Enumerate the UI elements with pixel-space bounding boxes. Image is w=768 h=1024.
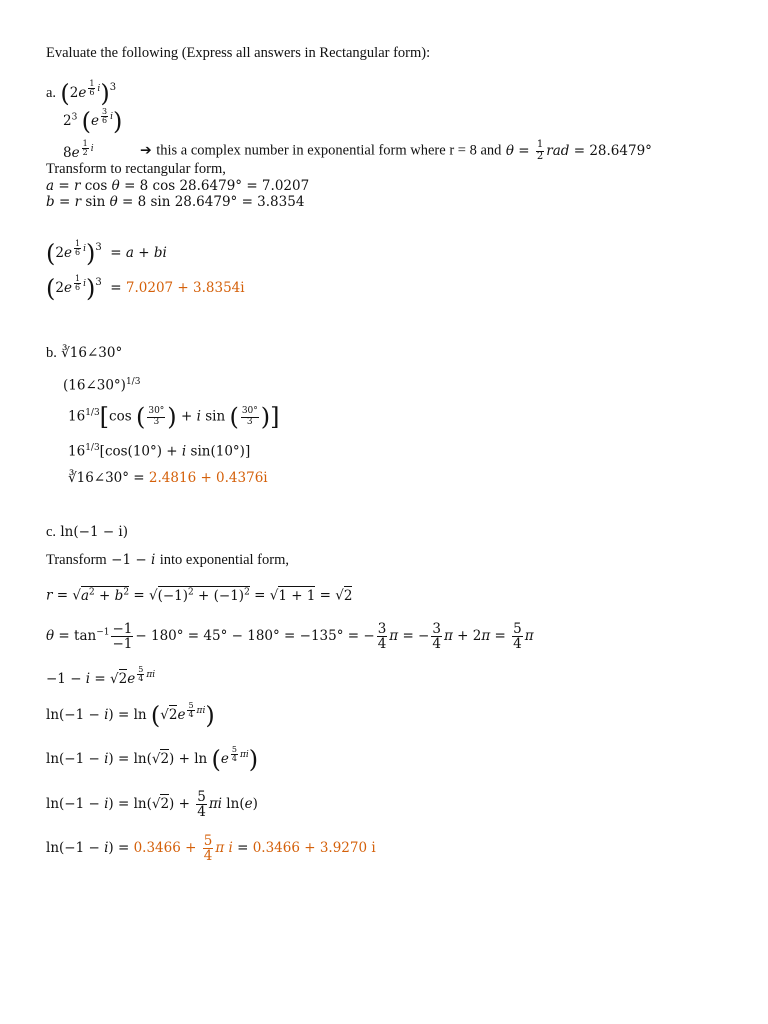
part-a-answer-line: (2e $^{\frac{1}{6} i}$)$^3$ = 7.0207 + 3.8354i <box>46 274 245 303</box>
part-c-answer-line: ln(−1 − i) = 0.3466 + $\frac{5}{4}$ π i = 0.3466 + 3.9270 i <box>46 833 376 865</box>
part-a-answer: 7.0207 + 3.8354i <box>125 279 245 296</box>
part-c-r-calc: $r = √a^2 + b^2 = √(-1)^2 + (-1)^2 = √1 + 1 = √2$ <box>46 587 353 604</box>
part-a-step1: $2^3$ (e $^{\frac{3}{6} i}$) <box>63 107 123 136</box>
part-a-transform-label: Transform to rectangular form, <box>46 161 226 177</box>
part-b-step3: $16^{1/3}[\cos(10^\circ) + i$ sin(10°)] <box>68 443 251 460</box>
instructions-heading: Evaluate the following (Express all answers in Rectangular form): <box>46 45 431 61</box>
part-a-step2: 8e $^{\frac{1}{2} i}$ <box>63 139 94 161</box>
part-c-exp-form: −1 − i = √2e $^{\frac{5}{4} \pi i}$ <box>46 665 156 687</box>
part-a-rect-general: (2e $^{\frac{1}{6} i}$)$^3$ = a + bi <box>46 239 167 268</box>
part-c-expression: c. ln(−1 − i) <box>46 524 129 540</box>
part-a-expression: a. (2e $^{\frac{1}{6} i}$)$^3$ <box>46 79 117 108</box>
part-c-answer: 0.3466 + 3.9270 i <box>252 840 376 857</box>
part-c-ln-step3: ln(−1 − i) = ln(√2) + $\frac{5}{4}$ πi ln(e) <box>46 789 258 821</box>
part-b-label: b. <box>46 345 57 361</box>
part-b-expression: b. ∛16∠30° <box>46 345 123 361</box>
part-b-step1: (16∠30°)$^{1/3}$ <box>63 377 141 394</box>
arrow-right-icon: ➔ <box>140 142 152 159</box>
part-a-a-calc: a = r cos θ = 8 cos 28.6479° = 7.0207 <box>46 178 310 194</box>
part-b-answer: 2.4816 + 0.4376i <box>148 470 268 486</box>
part-c-label: c. <box>46 524 57 540</box>
part-b-answer-line: ∛16∠30° = 2.4816 + 0.4376i <box>68 470 268 486</box>
part-c-theta-calc: $\theta = \tan^{-1}$ $\frac{-1}{-1}$ − 180° = 45° − 180° = −135° = − $\frac{3}{4}$ π = − $\frac{3}{4}$ π + 2π = $\frac{5}{4}$ π <box>46 621 534 653</box>
part-a-b-calc: b = r sin θ = 8 sin 28.6479° = 3.8354 <box>46 194 305 210</box>
part-a-note: ➔ this a complex number in exponential form where r = 8 and θ = $\frac{1}{2}$ rad = 28.6479° <box>140 139 652 162</box>
part-b-step2: $16^{1/3}[\cos$ ( $\frac{30^\circ}{3}$ ) + i sin ( $\frac{30^\circ}{3}$ )] <box>68 403 280 431</box>
part-c-ln-step2: ln(−1 − i) = ln(√2) + ln (e $^{\frac{5}{4} \pi i}$) <box>46 745 259 774</box>
part-c-transform-label: Transform −1 − i into exponential form, <box>46 552 289 568</box>
part-c-ln-step1: ln(−1 − i) = ln (√2e $^{\frac{5}{4} \pi i}$) <box>46 701 215 730</box>
part-a-label: a. <box>46 84 57 101</box>
